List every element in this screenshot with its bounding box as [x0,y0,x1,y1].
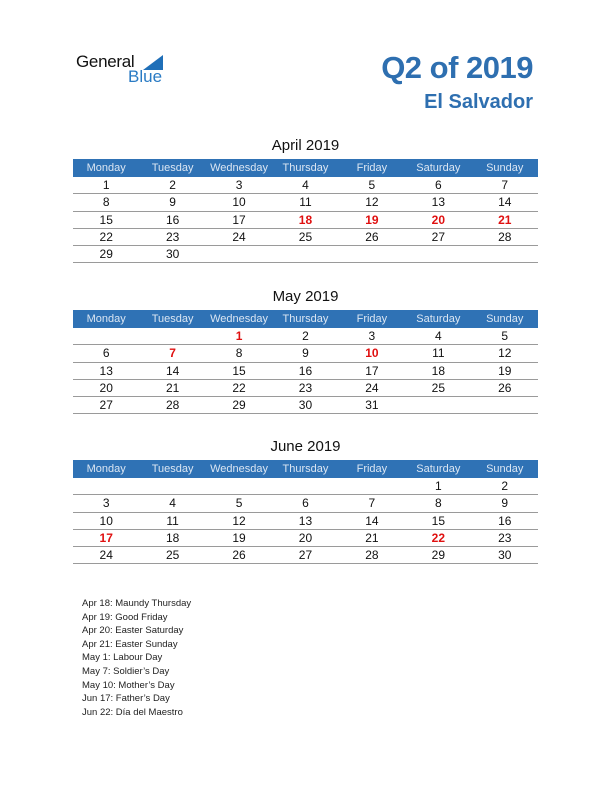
logo-general: General [76,52,135,71]
day-cell: 10 [99,513,113,528]
day-cell: 24 [365,381,379,396]
day-cell: 9 [302,346,309,361]
day-cell: 3 [368,329,376,344]
day-cell: 23 [165,230,180,245]
day-cell: 7 [368,496,376,511]
week-row [73,513,538,530]
weekday-label: Wednesday [210,313,268,325]
day-cell: 8 [235,346,243,361]
day-cell: 6 [434,178,442,193]
weekday-label: Saturday [416,463,461,475]
week-row [73,229,538,246]
day-cell: 21 [365,531,379,546]
holiday-item: May 10: Mother’s Day [82,679,175,691]
day-cell: 1 [434,479,442,494]
day-cell: 15 [99,212,113,227]
day-cell: 21 [165,381,180,396]
holiday-item: Apr 18: Maundy Thursday [82,598,192,609]
day-cell: 30 [498,548,512,563]
day-cell: 3 [102,496,110,511]
day-cell: 11 [432,346,445,361]
day-cell: 13 [431,195,445,210]
holiday-item: Jun 17: Father’s Day [82,693,170,705]
page-title: Q2 of 2019 [381,50,533,85]
day-cell: 26 [365,230,379,245]
holiday-item: Apr 21: Easter Sunday [82,638,178,650]
day-cell: 24 [232,230,246,245]
day-cell: 24 [99,548,113,563]
day-cell: 27 [431,230,445,245]
day-cell: 27 [99,398,113,413]
day-cell: 8 [434,496,442,511]
day-cell: 23 [298,381,313,396]
day-cell: 11 [299,195,312,210]
week-row [73,212,538,229]
day-cell: 1 [102,178,110,193]
weekday-label: Sunday [486,162,524,174]
day-cell: 12 [498,346,512,361]
day-cell: 13 [298,513,313,528]
weekday-label: Sunday [486,313,524,325]
weekday-header [73,310,538,328]
week-row [73,177,538,194]
month-title: April 2019 [271,137,340,154]
day-cell: 15 [431,513,445,528]
day-cell: 6 [102,346,110,361]
day-cell: 2 [302,329,309,344]
day-cell: 14 [365,513,379,528]
holiday-day-cell: 10 [365,346,379,361]
weekday-label: Friday [356,162,388,174]
day-cell: 4 [302,178,309,193]
month-calendar [73,438,538,564]
day-cell: 12 [365,195,379,210]
weekday-label: Monday [86,313,126,325]
day-cell: 14 [498,195,512,210]
day-cell: 4 [169,496,176,511]
day-cell: 18 [165,531,180,546]
weekday-header [73,460,538,478]
logo [76,52,163,86]
week-row [73,495,538,512]
day-cell: 5 [235,496,243,511]
day-cell: 30 [165,247,180,262]
day-cell: 23 [498,531,512,546]
weekday-label: Friday [356,463,388,475]
weekday-label: Wednesday [210,162,268,174]
day-cell: 10 [232,195,246,210]
week-row [73,328,538,345]
month-title: June 2019 [270,438,341,455]
day-cell: 7 [501,178,509,193]
holiday-list [82,597,191,719]
day-cell: 5 [368,178,376,193]
day-cell: 13 [99,363,113,378]
week-row [73,478,538,495]
day-cell: 26 [232,548,246,563]
holiday-day-cell: 18 [298,212,313,227]
day-cell: 25 [431,381,445,396]
day-cell: 11 [166,513,179,528]
country-name: El Salvador [424,91,533,113]
day-cell: 20 [298,531,313,546]
day-cell: 18 [431,363,445,378]
weekday-label: Tuesday [151,162,194,174]
day-cell: 22 [232,381,246,396]
holiday-item: May 1: Labour Day [82,652,163,664]
logo-blue: Blue [128,67,163,86]
day-cell: 28 [498,230,512,245]
month-calendar [73,137,538,263]
week-row [73,194,538,211]
day-cell: 30 [298,398,313,413]
weekday-label: Saturday [416,313,461,325]
day-cell: 29 [232,398,246,413]
day-cell: 29 [99,247,113,262]
weekday-label: Sunday [486,463,524,475]
week-row [73,363,538,380]
day-cell: 4 [434,329,442,344]
day-cell: 5 [501,329,509,344]
day-cell: 26 [498,381,512,396]
day-cell: 19 [232,531,246,546]
week-row [73,530,538,547]
week-row [73,380,538,397]
holiday-item: Apr 20: Easter Saturday [82,625,184,637]
weekday-header [73,159,538,177]
day-cell: 17 [232,212,246,227]
week-row [73,345,538,362]
day-cell: 27 [298,548,313,563]
day-cell: 28 [365,548,379,563]
holiday-day-cell: 7 [169,346,176,361]
day-cell: 22 [99,230,113,245]
week-row [73,246,538,263]
holiday-item: Apr 19: Good Friday [82,611,168,623]
day-cell: 6 [302,496,309,511]
month-title: May 2019 [272,288,339,305]
weekday-label: Thursday [282,313,329,325]
day-cell: 25 [165,548,180,563]
day-cell: 19 [498,363,512,378]
month-calendar [73,288,538,414]
day-cell: 16 [165,212,180,227]
holiday-day-cell: 17 [99,531,113,546]
holiday-day-cell: 1 [235,329,243,344]
day-cell: 9 [501,496,509,511]
weekday-label: Tuesday [151,313,194,325]
holiday-day-cell: 21 [498,212,512,227]
day-cell: 12 [232,513,246,528]
day-cell: 25 [298,230,313,245]
day-cell: 16 [498,513,512,528]
weekday-label: Monday [86,162,126,174]
holiday-day-cell: 19 [365,212,379,227]
weekday-label: Friday [356,313,388,325]
day-cell: 31 [365,398,379,413]
day-cell: 2 [169,178,176,193]
day-cell: 9 [169,195,176,210]
week-row [73,397,538,414]
weekday-label: Tuesday [151,463,194,475]
weekday-label: Saturday [416,162,461,174]
day-cell: 16 [298,363,313,378]
holiday-day-cell: 20 [431,212,445,227]
day-cell: 29 [431,548,445,563]
day-cell: 8 [102,195,110,210]
day-cell: 17 [365,363,379,378]
day-cell: 14 [165,363,180,378]
holiday-item: May 7: Soldier’s Day [82,665,170,677]
holiday-day-cell: 22 [431,531,445,546]
day-cell: 28 [165,398,180,413]
day-cell: 2 [501,479,509,494]
weekday-label: Thursday [282,463,329,475]
day-cell: 3 [235,178,243,193]
week-row [73,547,538,564]
weekday-label: Wednesday [210,463,268,475]
weekday-label: Thursday [282,162,329,174]
day-cell: 15 [232,363,246,378]
holiday-item: Jun 22: Día del Maestro [82,706,183,718]
day-cell: 20 [99,381,113,396]
weekday-label: Monday [86,463,126,475]
